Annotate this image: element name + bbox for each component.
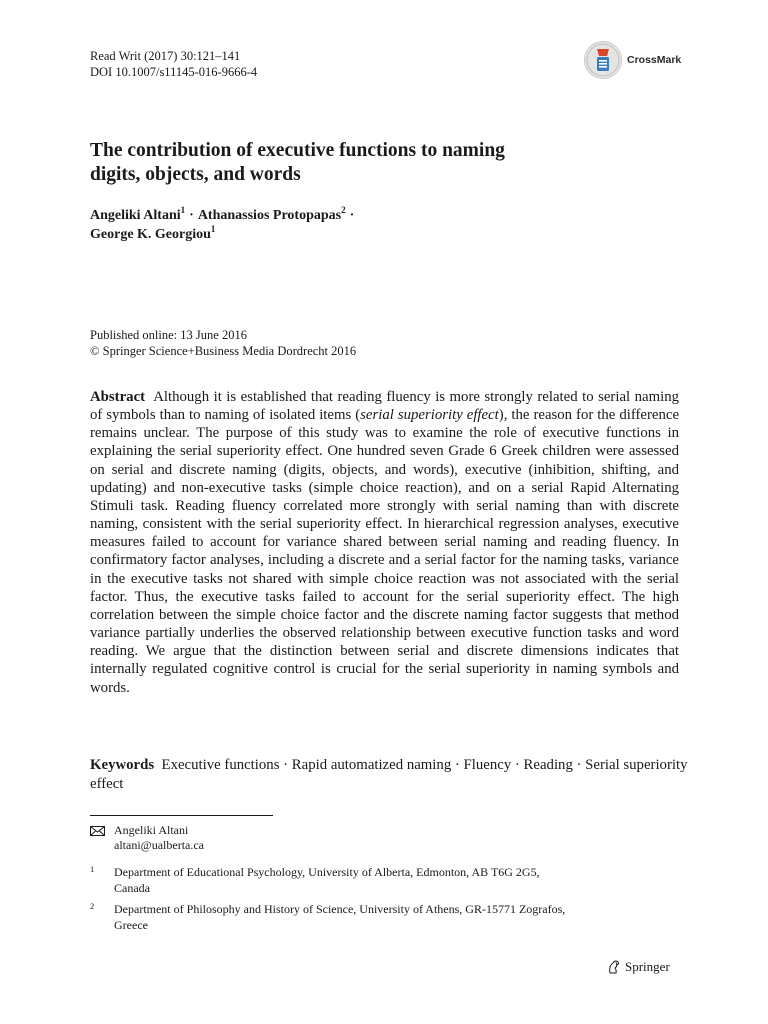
- publisher-name: Springer: [625, 959, 670, 974]
- abstract-text-part-2: ), the reason for the difference remains unclear. The purpose of this study was to examine the role of executive functions in explaining the serial superiority effect. One hundred seven Grade 6 Greek children were assessed on serial and discrete naming (digits, objects, and words), executive (inhibition, shifting, and updating) and non-executive tasks (simple choice reaction), and on a serial Rapid Alternating Stimuli task. Reading fluency correlated more strongly with serial naming than with discrete naming, consistent with the serial superiority effect. In hierarchical regression analyses, executive measures failed to account for variance shared between serial naming and reading fluency. In confirmatory factor analyses, including a discrete and a serial factor for the naming tasks, variance in the executive tasks not shared with simple choice reaction was not associated with the serial factor. Thus, the executive tasks failed to account for the serial superiority effect. The high correlation between the simple choice factor and the discrete naming factor suggests that method variance partially underlies the observed relationship between executive function tasks and word reading. We argue that the distinction between serial and discrete dimensions indicates that internally regulated cognitive control is crucial for the serial superiority in naming symbols and words.: [90, 407, 680, 696]
- contact-name: Angeliki Altani: [114, 823, 189, 837]
- journal-citation: [90, 48, 257, 80]
- springer-horse-icon: [606, 959, 622, 975]
- affiliation-line: Department of Educational Psychology, University of Alberta, Edmonton, AB T6G 2G5,: [114, 865, 540, 879]
- author-name[interactable]: Angeliki Altani: [90, 208, 181, 223]
- affiliation-line: Department of Philosophy and History of Science, University of Athens, GR-15771 Zografos,: [114, 902, 566, 916]
- keywords-heading: Keywords: [90, 757, 155, 773]
- abstract-heading: Abstract: [90, 389, 146, 405]
- contact-email[interactable]: altani@ualberta.ca: [114, 838, 204, 852]
- title-line-2: digits, objects, and words: [90, 164, 301, 185]
- crossmark-icon: [584, 41, 622, 79]
- keywords: [90, 756, 690, 794]
- affiliation-line: Canada: [114, 881, 150, 895]
- footnote-divider: [90, 815, 273, 816]
- author-name[interactable]: George K. Georgiou: [90, 227, 211, 242]
- abstract-italic-term: serial superiority effect: [360, 407, 499, 424]
- abstract-text-part-1: Although it is established that reading fluency is more strongly related to serial naming of symbols than to naming of isolated items (: [90, 389, 679, 424]
- author-list: [90, 206, 610, 244]
- doi-line: DOI 10.1007/s11145-016-9666-4: [90, 65, 258, 79]
- publisher-logo: [606, 959, 670, 975]
- author-name[interactable]: Athanassios Protopapas: [197, 208, 342, 223]
- crossmark-label: CrossMark: [627, 54, 682, 66]
- keywords-text: Executive functions · Rapid automatized naming · Fluency · Reading · Serial superiority effect: [90, 757, 688, 792]
- affiliation-number: 1: [90, 864, 95, 874]
- title-line-1: The contribution of executive functions to naming: [90, 140, 505, 161]
- crossmark-badge[interactable]: [584, 41, 681, 79]
- author-separator: ·: [189, 208, 194, 223]
- author-affiliation-mark: 1: [180, 205, 186, 215]
- envelope-icon: [90, 825, 105, 835]
- publication-info: [90, 327, 356, 359]
- affiliation-number: 2: [90, 901, 95, 911]
- affiliation-line: Greece: [114, 918, 148, 932]
- abstract: [90, 388, 679, 697]
- paper-title: [90, 139, 650, 187]
- citation-line: Read Writ (2017) 30:121–141: [90, 49, 241, 63]
- author-affiliation-mark: 1: [210, 224, 216, 234]
- copyright-line: © Springer Science+Business Media Dordrecht 2016: [90, 344, 357, 358]
- author-affiliation-mark: 2: [341, 205, 346, 215]
- author-separator: ·: [349, 208, 355, 223]
- published-date: Published online: 13 June 2016: [90, 328, 247, 342]
